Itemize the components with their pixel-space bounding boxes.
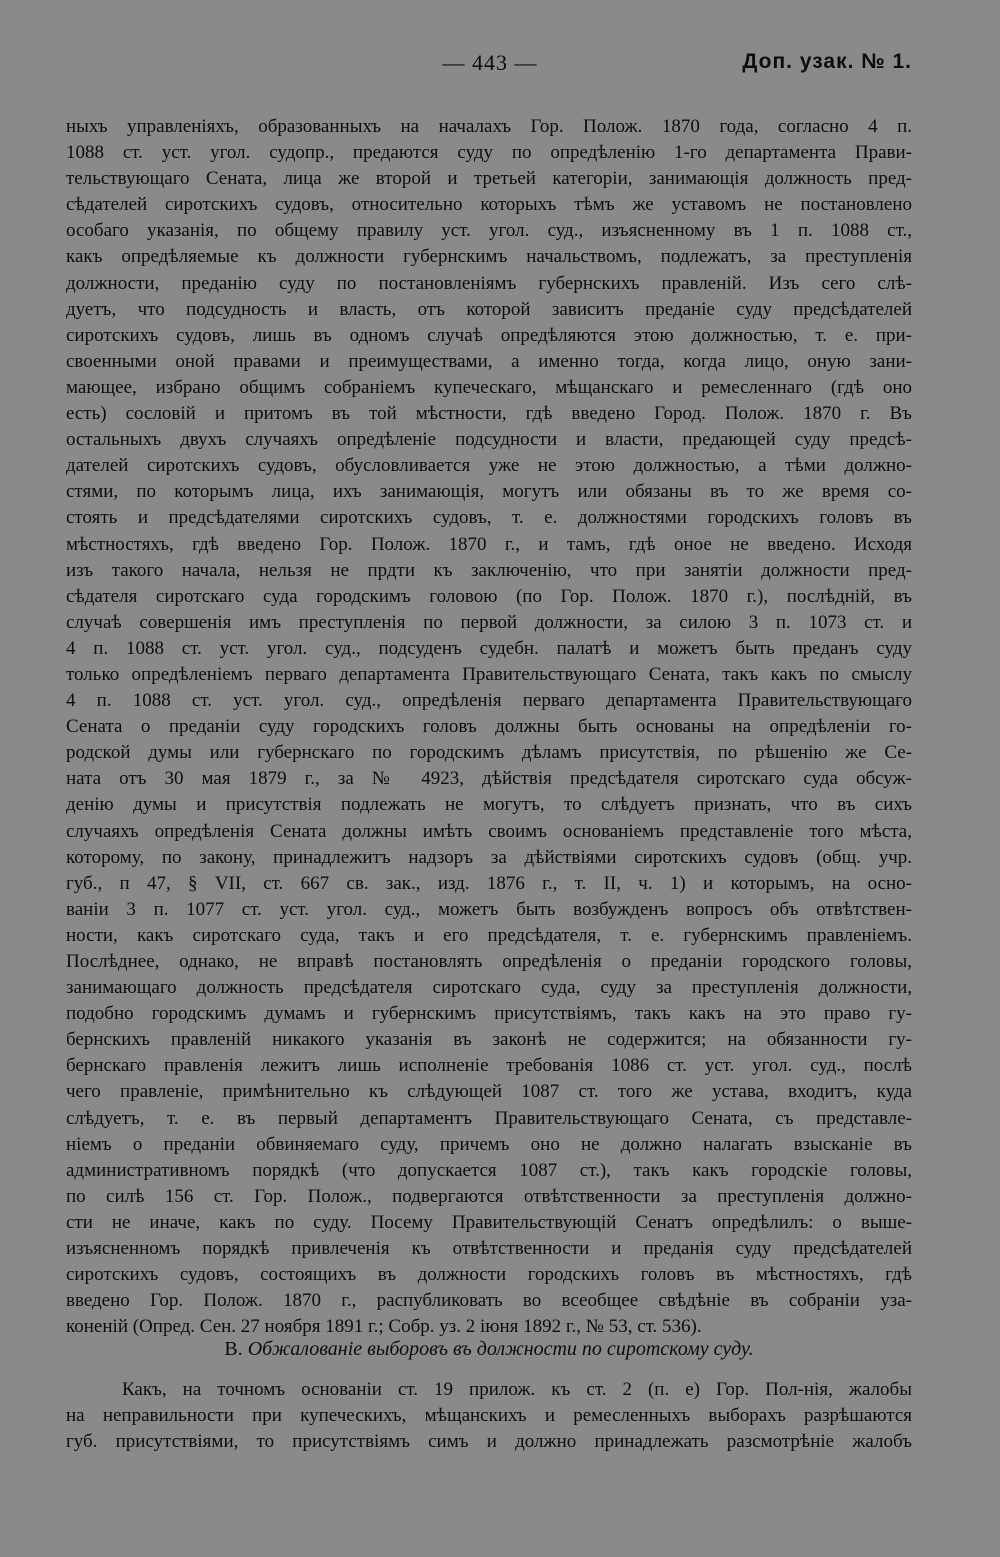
text-line: родской думы или губернскаго по городскимъ дѣламъ присутствія, по рѣшенію же Се- — [66, 742, 912, 764]
text-line: подобно городскимъ думамъ и губернскимъ присутствіямъ, такъ какъ на это право гу- — [66, 1003, 912, 1025]
text-line: должности, преданію суду по постановленіямъ губернскихъ правленій. Изъ сего слѣ- — [66, 272, 912, 294]
text-line: изъ такого начала, нельзя не прдти къ заключенію, что при занятіи должности пред- — [66, 559, 912, 581]
text-line: губ., п 47, § VII, ст. 667 св. зак., изд. 1876 г., т. II, ч. 1) и которымъ, на осно- — [66, 872, 912, 894]
text-line: сиротскихъ судовъ, состоящихъ въ должности городскихъ головъ въ мѣстностяхъ, гдѣ — [66, 1264, 912, 1286]
text-line: 4 п. 1088 ст. уст. угол. суд., опредѣленія перваго департамента Правительствующаго — [66, 690, 912, 712]
text-line: ныхъ управленіяхъ, образованныхъ на началахъ Гор. Полож. 1870 года, согласно 4 п. — [66, 116, 912, 137]
text-line: слѣдуетъ, т. е. въ первый департаментъ Правительствующаго Сената, съ представле- — [66, 1107, 912, 1129]
text-line: особаго указанія, по общему правилу уст. угол. суд., изъясненному въ 1 п. 1088 ст., — [66, 220, 912, 242]
section-letter: В. — [224, 1338, 243, 1360]
text-line: есть) сословій и притомъ въ той мѣстности, гдѣ введено Город. Полож. 1870 г. Въ — [66, 403, 912, 425]
text-line: административномъ порядкѣ (что допускается 1087 ст.), такъ какъ городскіе головы, — [66, 1159, 912, 1181]
text-line: мающее, избрано общимъ собраніемъ купеческаго, мѣщанскаго и ремесленнаго (гдѣ оно — [66, 376, 912, 398]
text-line: сѣдателей сиротскихъ судовъ, относительно которыхъ тѣмъ же уставомъ не постановлено — [66, 194, 912, 216]
text-line: Сената о преданіи суду городскихъ головъ должны быть основаны на опредѣленіи го- — [66, 716, 912, 738]
text-line: изъясненномъ порядкѣ привлеченія къ отвѣтственности и преданія суду предсѣдателей — [66, 1238, 912, 1260]
text-line: бернскаго правленія лежитъ лишь исполненіе требованія 1086 ст. уст. угол. суд., послѣ — [66, 1055, 912, 1077]
text-line: сти не иначе, какъ по суду. Посему Правительствующій Сенатъ опредѣлилъ: о выше- — [66, 1211, 912, 1233]
text-line: губ. присутствіями, то присутствіямъ симъ и должно принадлежать разсмотрѣніе жалобъ — [66, 1431, 912, 1453]
text-line: по силѣ 156 ст. Гор. Полож., подвергаются отвѣтственности за преступленія должно- — [66, 1185, 912, 1207]
text-line: бернскихъ правленій никакого указанія въ законѣ не содержится; на обязанности гу- — [66, 1029, 912, 1051]
header-reference: Доп. узак. № 1. — [742, 50, 912, 73]
text-line: которому, по закону, принадлежитъ надзоръ за дѣйствіями сиротскихъ судовъ (общ. учр. — [66, 846, 912, 868]
text-line: только опредѣленіемъ перваго департамента Правительствующаго Сената, такъ какъ по смыслу — [66, 663, 912, 685]
text-line: случаяхъ опредѣленія Сената должны имѣть своимъ основаніемъ представленіе того мѣста, — [66, 820, 912, 842]
body-text — [66, 114, 912, 1340]
text-line: своенными оной правами и преимуществами, а именно тогда, когда лицо, оную зани- — [66, 350, 912, 372]
section-heading — [66, 1338, 912, 1368]
text-line: коненій (Опред. Сен. 27 ноября 1891 г.; Собр. уз. 2 іюня 1892 г., № 53, ст. 536). — [66, 1316, 702, 1338]
text-line: ніемъ о преданіи обвиняемаго суду, причемъ оно не должно налагать взысканіе въ — [66, 1133, 912, 1155]
text-line: стоять и предсѣдателями сиротскихъ судовъ, т. е. должностями городскихъ головъ въ — [66, 507, 912, 529]
text-line: дуетъ, что подсудность и власть, отъ которой зависитъ преданіе суду предсѣдателей — [66, 298, 912, 320]
text-line: случаѣ совершенія имъ преступленія по первой должности, за силою 3 п. 1073 ст. и — [66, 611, 912, 633]
text-line: какъ опредѣляемые къ должности губернскимъ начальствомъ, подлежатъ, за преступленія — [66, 246, 912, 268]
text-line: чего правленіе, примѣнительно къ слѣдующей 1087 ст. того же устава, входитъ, куда — [66, 1081, 912, 1103]
page-header — [0, 50, 1000, 86]
section-text — [66, 1377, 912, 1455]
text-line: остальныхъ двухъ случаяхъ опредѣленіе подсудности и власти, предающей суду предсѣ- — [66, 429, 912, 451]
text-line: ваніи 3 п. 1077 ст. уст. угол. суд., можетъ быть возбужденъ вопросъ объ отвѣтствен- — [66, 898, 912, 920]
text-line: ности, какъ сиротскаго суда, такъ и его предсѣдателя, т. е. губернскимъ правленіемъ. — [66, 924, 912, 946]
text-line: ната отъ 30 мая 1879 г., за № 4923, дѣйствія предсѣдателя сиротскаго суда обсуж- — [66, 768, 912, 790]
text-line: стями, по которымъ лица, ихъ занимающія, могутъ или обязаны въ то же время со- — [66, 481, 912, 503]
section-title: Обжалованіе выборовъ въ должности по сиротскому суду. — [247, 1338, 754, 1360]
text-line: на неправильности при купеческихъ, мѣщанскихъ и ремесленныхъ выборахъ разрѣшаются — [66, 1405, 912, 1427]
text-line: сиротскихъ судовъ, лишь въ одномъ случаѣ опредѣляются этою должностью, т. е. при- — [66, 324, 912, 346]
text-line: введено Гор. Полож. 1870 г., распубликовать во всеобщее свѣдѣніе въ собраніи уза- — [66, 1290, 912, 1312]
text-line: тельствующаго Сената, лица же второй и третьей категоріи, занимающія должность пред- — [66, 168, 912, 190]
text-line: мѣстностяхъ, гдѣ введено Гор. Полож. 1870 г., и тамъ, гдѣ оное не введено. Исходя — [66, 533, 912, 555]
text-line: денію думы и присутствія подлежать не могутъ, то слѣдуетъ признать, что въ сихъ — [66, 794, 912, 816]
text-line: Послѣднее, однако, не вправѣ постановлять опредѣленія о преданіи городского головы, — [66, 951, 912, 972]
text-line: занимающаго должность предсѣдателя сиротскаго суда, суду за преступленія должности, — [66, 977, 912, 999]
text-line: Какъ, на точномъ основаніи ст. 19 прилож. къ ст. 2 (п. е) Гор. Пол-нія, жалобы — [122, 1379, 912, 1400]
page-number: — 443 — — [442, 50, 538, 75]
text-line: 1088 ст. уст. угол. судопр., предаются суду по опредѣленію 1-го департамента Прави- — [66, 142, 912, 164]
text-line: 4 п. 1088 ст. уст. угол. суд., подсуденъ судебн. палатѣ и можетъ быть преданъ суду — [66, 637, 912, 659]
text-line: дателей сиротскихъ судовъ, обусловливается уже не этою должностью, а тѣми должно- — [66, 455, 912, 477]
text-line: сѣдателя сиротскаго суда городскимъ головою (по Гор. Полож. 1870 г.), послѣдній, въ — [66, 585, 912, 607]
